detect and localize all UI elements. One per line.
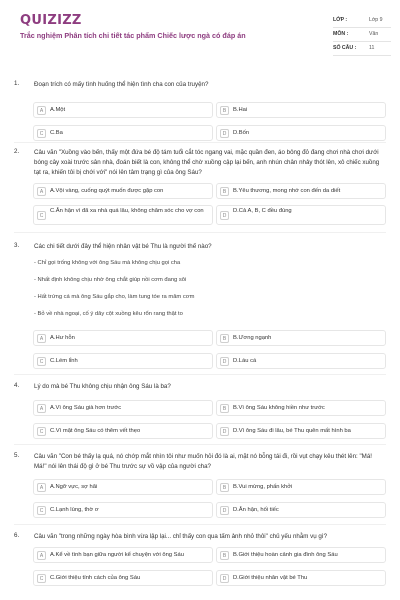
meta-label: MÔN :: [333, 31, 349, 37]
divider: [14, 374, 386, 375]
option-letter: A: [37, 187, 46, 196]
option-b[interactable]: [216, 183, 386, 199]
question-text: Câu văn "trong những ngày hòa bình vừa lập lại... chỉ thấy con qua tấm ảnh nhỏ thôi" chủ yếu nhằm vụ gì?: [34, 533, 328, 540]
option-letter: B: [220, 187, 229, 196]
option-text: A.Ngỡ vực, sợ hãi: [50, 484, 98, 490]
option-d[interactable]: [216, 502, 386, 518]
meta-row-grade: [333, 14, 391, 28]
meta-row-subject: [333, 28, 391, 42]
option-text: C.Giới thiệu tính cách của ông Sáu: [50, 575, 141, 581]
question-text: Các chi tiết dưới đây thể hiện nhân vật bé Thu là người thế nào?: [34, 243, 212, 250]
option-letter: D: [220, 574, 229, 583]
option-text: A.Hư hỗn: [50, 335, 75, 341]
option-text: A.Kể về tình bạn giữa người kể chuyện với ông Sáu: [50, 552, 184, 558]
option-text: B.Yêu thương, mong nhớ con đến da diết: [233, 188, 341, 194]
option-text: D.Cả A, B, C đều đúng: [233, 208, 292, 214]
option-letter: A: [37, 483, 46, 492]
option-letter: B: [220, 483, 229, 492]
option-d[interactable]: [216, 423, 386, 439]
option-letter: D: [220, 129, 229, 138]
meta-info-panel: [333, 14, 391, 56]
option-letter: A: [37, 404, 46, 413]
option-text: C.Ba: [50, 130, 63, 136]
option-text: A.Vội vàng, cuống quýt muốn được gặp con: [50, 188, 164, 194]
option-letter: D: [220, 211, 229, 220]
meta-row-count: [333, 42, 391, 56]
option-text: B.Vì ông Sáu không hiền như trước: [233, 405, 325, 411]
option-text: B.Vui mừng, phấn khởi: [233, 484, 293, 490]
worksheet-header: [0, 0, 400, 72]
question-text: Đoạn trích có mấy tình huống thể hiện tình cha con của truyện?: [34, 81, 209, 88]
question-number: 4.: [14, 382, 20, 389]
option-a[interactable]: [33, 479, 213, 495]
statement-line: - Bỏ về nhà ngoại, cố ý dây cột xuồng kêu rổn rang thật to: [34, 311, 183, 317]
option-a[interactable]: [33, 400, 213, 416]
option-b[interactable]: [216, 400, 386, 416]
divider: [14, 524, 386, 525]
option-d[interactable]: [216, 570, 386, 586]
option-text: B.Giới thiệu hoàn cảnh gia đình ông Sáu: [233, 552, 338, 558]
question-number: 2.: [14, 148, 20, 155]
divider: [14, 232, 386, 233]
meta-value: Lớp 9: [369, 17, 383, 23]
option-d[interactable]: [216, 125, 386, 141]
option-letter: A: [37, 551, 46, 560]
option-b[interactable]: [216, 102, 386, 118]
option-letter: D: [220, 357, 229, 366]
option-letter: C: [37, 211, 46, 220]
option-c[interactable]: [33, 502, 213, 518]
option-letter: B: [220, 551, 229, 560]
option-text: D.Bốn: [233, 130, 250, 136]
statement-line: - Nhất định không chịu nhờ ông chắt giúp nồi cơm đang sôi: [34, 277, 187, 283]
document-title: Trắc nghiệm Phân tích chi tiết tác phẩm Chiếc lược ngà có đáp án: [20, 31, 246, 40]
option-text: A.Một: [50, 107, 66, 113]
option-letter: C: [37, 427, 46, 436]
option-c[interactable]: [33, 423, 213, 439]
option-letter: D: [220, 506, 229, 515]
option-letter: C: [37, 506, 46, 515]
question-number: 5.: [14, 452, 20, 459]
meta-value: Văn: [369, 31, 379, 37]
option-a[interactable]: [33, 183, 213, 199]
option-text: C.Ân hận vì đã xa nhà quá lâu, không chăm sóc cho vợ con: [50, 208, 204, 214]
option-letter: A: [37, 334, 46, 343]
question-number: 1.: [14, 80, 20, 87]
question-text: Lý do mà bé Thu không chịu nhận ông Sáu là ba?: [34, 383, 171, 390]
option-a[interactable]: [33, 547, 213, 563]
option-text: C.Vì mặt ông Sáu có thêm vết thẹo: [50, 428, 141, 434]
option-text: A.Vì ông Sáu già hơn trước: [50, 405, 122, 411]
option-b[interactable]: [216, 479, 386, 495]
option-text: D.Giới thiệu nhân vật bé Thu: [233, 575, 308, 581]
question-number: 6.: [14, 532, 20, 539]
meta-label: LỚP :: [333, 17, 348, 23]
option-letter: C: [37, 129, 46, 138]
option-c[interactable]: [33, 353, 213, 369]
option-c[interactable]: [33, 205, 213, 225]
option-letter: A: [37, 106, 46, 115]
option-text: D.Vì ông Sáu đi lâu, bé Thu quên mất hình ba: [233, 428, 351, 434]
question-text: Câu văn "Con bé thấy lạ quá, nó chớp mắt nhìn tôi như muốn hỏi đó là ai, mặt nó bỗng tái đi, rồi vụt chạy kêu thét lên: "Má! Má!" nói lên thái độ gì ở bé Thu trước sự vồ vập của người cha?: [34, 453, 372, 470]
option-a[interactable]: [33, 330, 213, 346]
option-b[interactable]: [216, 330, 386, 346]
option-letter: C: [37, 574, 46, 583]
option-letter: C: [37, 357, 46, 366]
quizizz-logo: QUIZIZZ: [20, 13, 82, 28]
option-letter: B: [220, 404, 229, 413]
meta-label: SỐ CÂU :: [333, 45, 357, 51]
meta-value: 11: [369, 45, 375, 51]
option-text: C.Lạnh lùng, thờ ơ: [50, 507, 99, 513]
option-letter: B: [220, 334, 229, 343]
option-letter: B: [220, 106, 229, 115]
divider: [14, 444, 386, 445]
question-text: Câu văn "Xuồng vào bến, thấy một đứa bé độ tám tuổi cắt tóc ngang vai, mặc quần đen, áo bông đỏ đang chơi nhà chơi dưới bóng cây xoài trước sân nhà, đoán biết là con, không thể chờ xuồng cập lại bến, anh nhún chân nhảy thót lên, xô chiếc xuồng tạt ra, khiến tôi bị chới với" nói lên tâm trạng gì của ông Sáu?: [34, 149, 380, 176]
option-text: B.Ương ngạnh: [233, 335, 272, 341]
option-c[interactable]: [33, 125, 213, 141]
divider: [14, 142, 386, 143]
option-d[interactable]: [216, 205, 386, 225]
statement-line: - Hất trứng cá mà ông Sáu gắp cho, làm tung tóe ra mâm cơm: [34, 294, 195, 300]
option-a[interactable]: [33, 102, 213, 118]
option-c[interactable]: [33, 570, 213, 586]
option-letter: D: [220, 427, 229, 436]
question-number: 3.: [14, 242, 20, 249]
option-d[interactable]: [216, 353, 386, 369]
statement-line: - Chỉ gọi trống không với ông Sáu mà không chịu gọi cha: [34, 260, 181, 266]
option-b[interactable]: [216, 547, 386, 563]
option-text: D.Ân hận, hối tiếc: [233, 507, 279, 513]
option-text: D.Láu cá: [233, 358, 257, 364]
option-text: B.Hai: [233, 107, 248, 113]
option-text: C.Lém lỉnh: [50, 358, 78, 364]
